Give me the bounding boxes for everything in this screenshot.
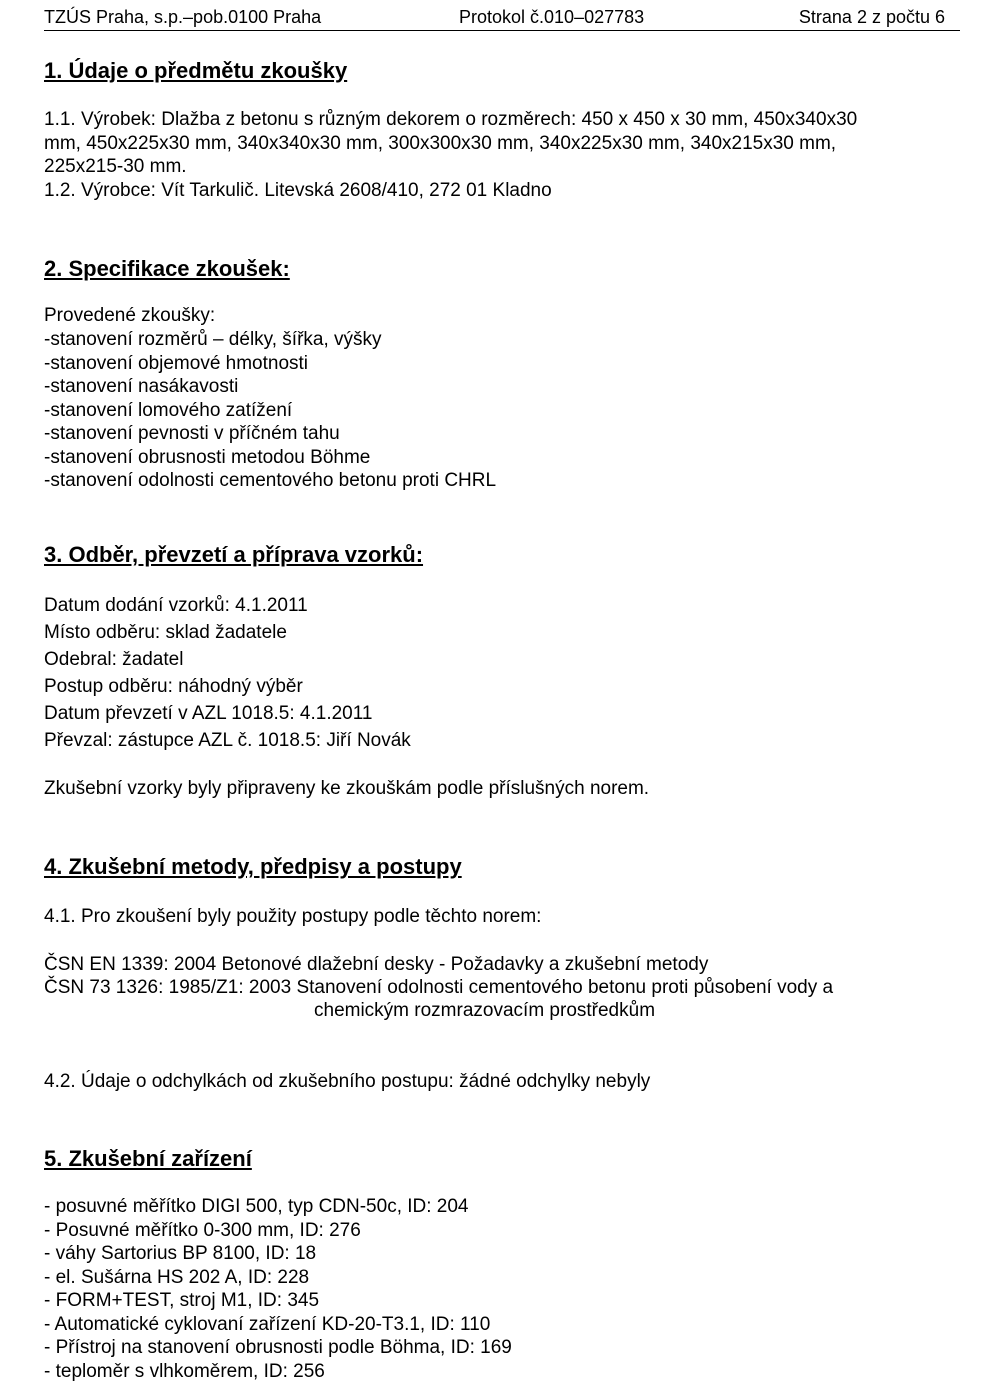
list-item: Postup odběru: náhodný výběr bbox=[44, 676, 303, 697]
list-item: - FORM+TEST, stroj M1, ID: 345 bbox=[44, 1290, 320, 1311]
list-item: Datum dodání vzorků: 4.1.2011 bbox=[44, 595, 308, 616]
list-item: - váhy Sartorius BP 8100, ID: 18 bbox=[44, 1243, 317, 1264]
list-item: Převzal: zástupce AZL č. 1018.5: Jiří Novák bbox=[44, 730, 411, 751]
list-item: - Automatické cyklovaní zařízení KD-20-T3.1, ID: 110 bbox=[44, 1313, 491, 1335]
list-item: -stanovení obrusnosti metodou Böhme bbox=[44, 446, 371, 468]
list-item: Odebral: žadatel bbox=[44, 649, 184, 670]
standard-item-continuation: chemickým rozmrazovacím prostředkům bbox=[314, 1000, 656, 1021]
product-line: mm, 450x225x30 mm, 340x340x30 mm, 300x300x30 mm, 340x225x30 mm, 340x215x30 mm, bbox=[44, 132, 837, 154]
section-4-heading: 4. Zkušební metody, předpisy a postupy bbox=[44, 854, 462, 879]
product-line: 1.1. Výrobek: Dlažba z betonu s různým dekorem o rozměrech: 450 x 450 x 30 mm, 450x340x30 bbox=[44, 109, 858, 130]
header-protocol-number: Protokol č.010–027783 bbox=[459, 7, 645, 27]
list-item: - el. Sušárna HS 202 A, ID: 228 bbox=[44, 1266, 310, 1288]
list-item: -stanovení nasákavosti bbox=[44, 376, 239, 397]
product-line: 225x215-30 mm. bbox=[44, 156, 187, 177]
page-header bbox=[44, 4, 960, 31]
standard-item: ČSN 73 1326: 1985/Z1: 2003 Stanovení odolnosti cementového betonu proti působení vody a bbox=[44, 977, 834, 998]
list-item: - Posuvné měřítko 0-300 mm, ID: 276 bbox=[44, 1219, 361, 1241]
list-item: -stanovení objemové hmotnosti bbox=[44, 352, 309, 374]
tests-intro: Provedené zkoušky: bbox=[44, 305, 216, 326]
preparation-note: Zkušební vzorky byly připraveny ke zkouškám podle příslušných norem. bbox=[44, 778, 650, 799]
section-5-heading: 5. Zkušební zařízení bbox=[44, 1146, 252, 1171]
list-item: -stanovení lomového zatížení bbox=[44, 399, 293, 421]
list-item: - posuvné měřítko DIGI 500, typ CDN-50c, ID: 204 bbox=[44, 1196, 469, 1217]
section-2-heading: 2. Specifikace zkoušek: bbox=[44, 256, 290, 281]
standards-intro: 4.1. Pro zkoušení byly použity postupy podle těchto norem: bbox=[44, 906, 542, 927]
equipment-list bbox=[44, 1195, 512, 1383]
deviations-note: 4.2. Údaje o odchylkách od zkušebního postupu: žádné odchylky nebyly bbox=[44, 1071, 651, 1092]
standard-item: ČSN EN 1339: 2004 Betonové dlažební desky - Požadavky a zkušební metody bbox=[44, 954, 709, 975]
product-description bbox=[44, 108, 857, 179]
header-organization: TZÚS Praha, s.p.–pob.0100 Praha bbox=[44, 7, 322, 27]
list-item: - teploměr s vlhkoměrem, ID: 256 bbox=[44, 1360, 325, 1382]
list-item: -stanovení pevnosti v příčném tahu bbox=[44, 423, 340, 444]
list-item: -stanovení odolnosti cementového betonu proti CHRL bbox=[44, 470, 497, 491]
list-item: - Přístroj na stanovení obrusnosti podle Böhma, ID: 169 bbox=[44, 1337, 512, 1358]
tests-list bbox=[44, 328, 496, 493]
list-item: Místo odběru: sklad žadatele bbox=[44, 622, 287, 643]
manufacturer: 1.2. Výrobce: Vít Tarkulič. Litevská 2608/410, 272 01 Kladno bbox=[44, 180, 552, 201]
list-item: Datum převzetí v AZL 1018.5: 4.1.2011 bbox=[44, 703, 373, 724]
section-1-heading: 1. Údaje o předmětu zkoušky bbox=[44, 58, 348, 83]
section-3-heading: 3. Odběr, převzetí a příprava vzorků: bbox=[44, 542, 424, 567]
header-page-number: Strana 2 z počtu 6 bbox=[798, 7, 945, 27]
list-item: -stanovení rozměrů – délky, šířka, výšky bbox=[44, 329, 382, 350]
sampling-details bbox=[44, 592, 411, 754]
